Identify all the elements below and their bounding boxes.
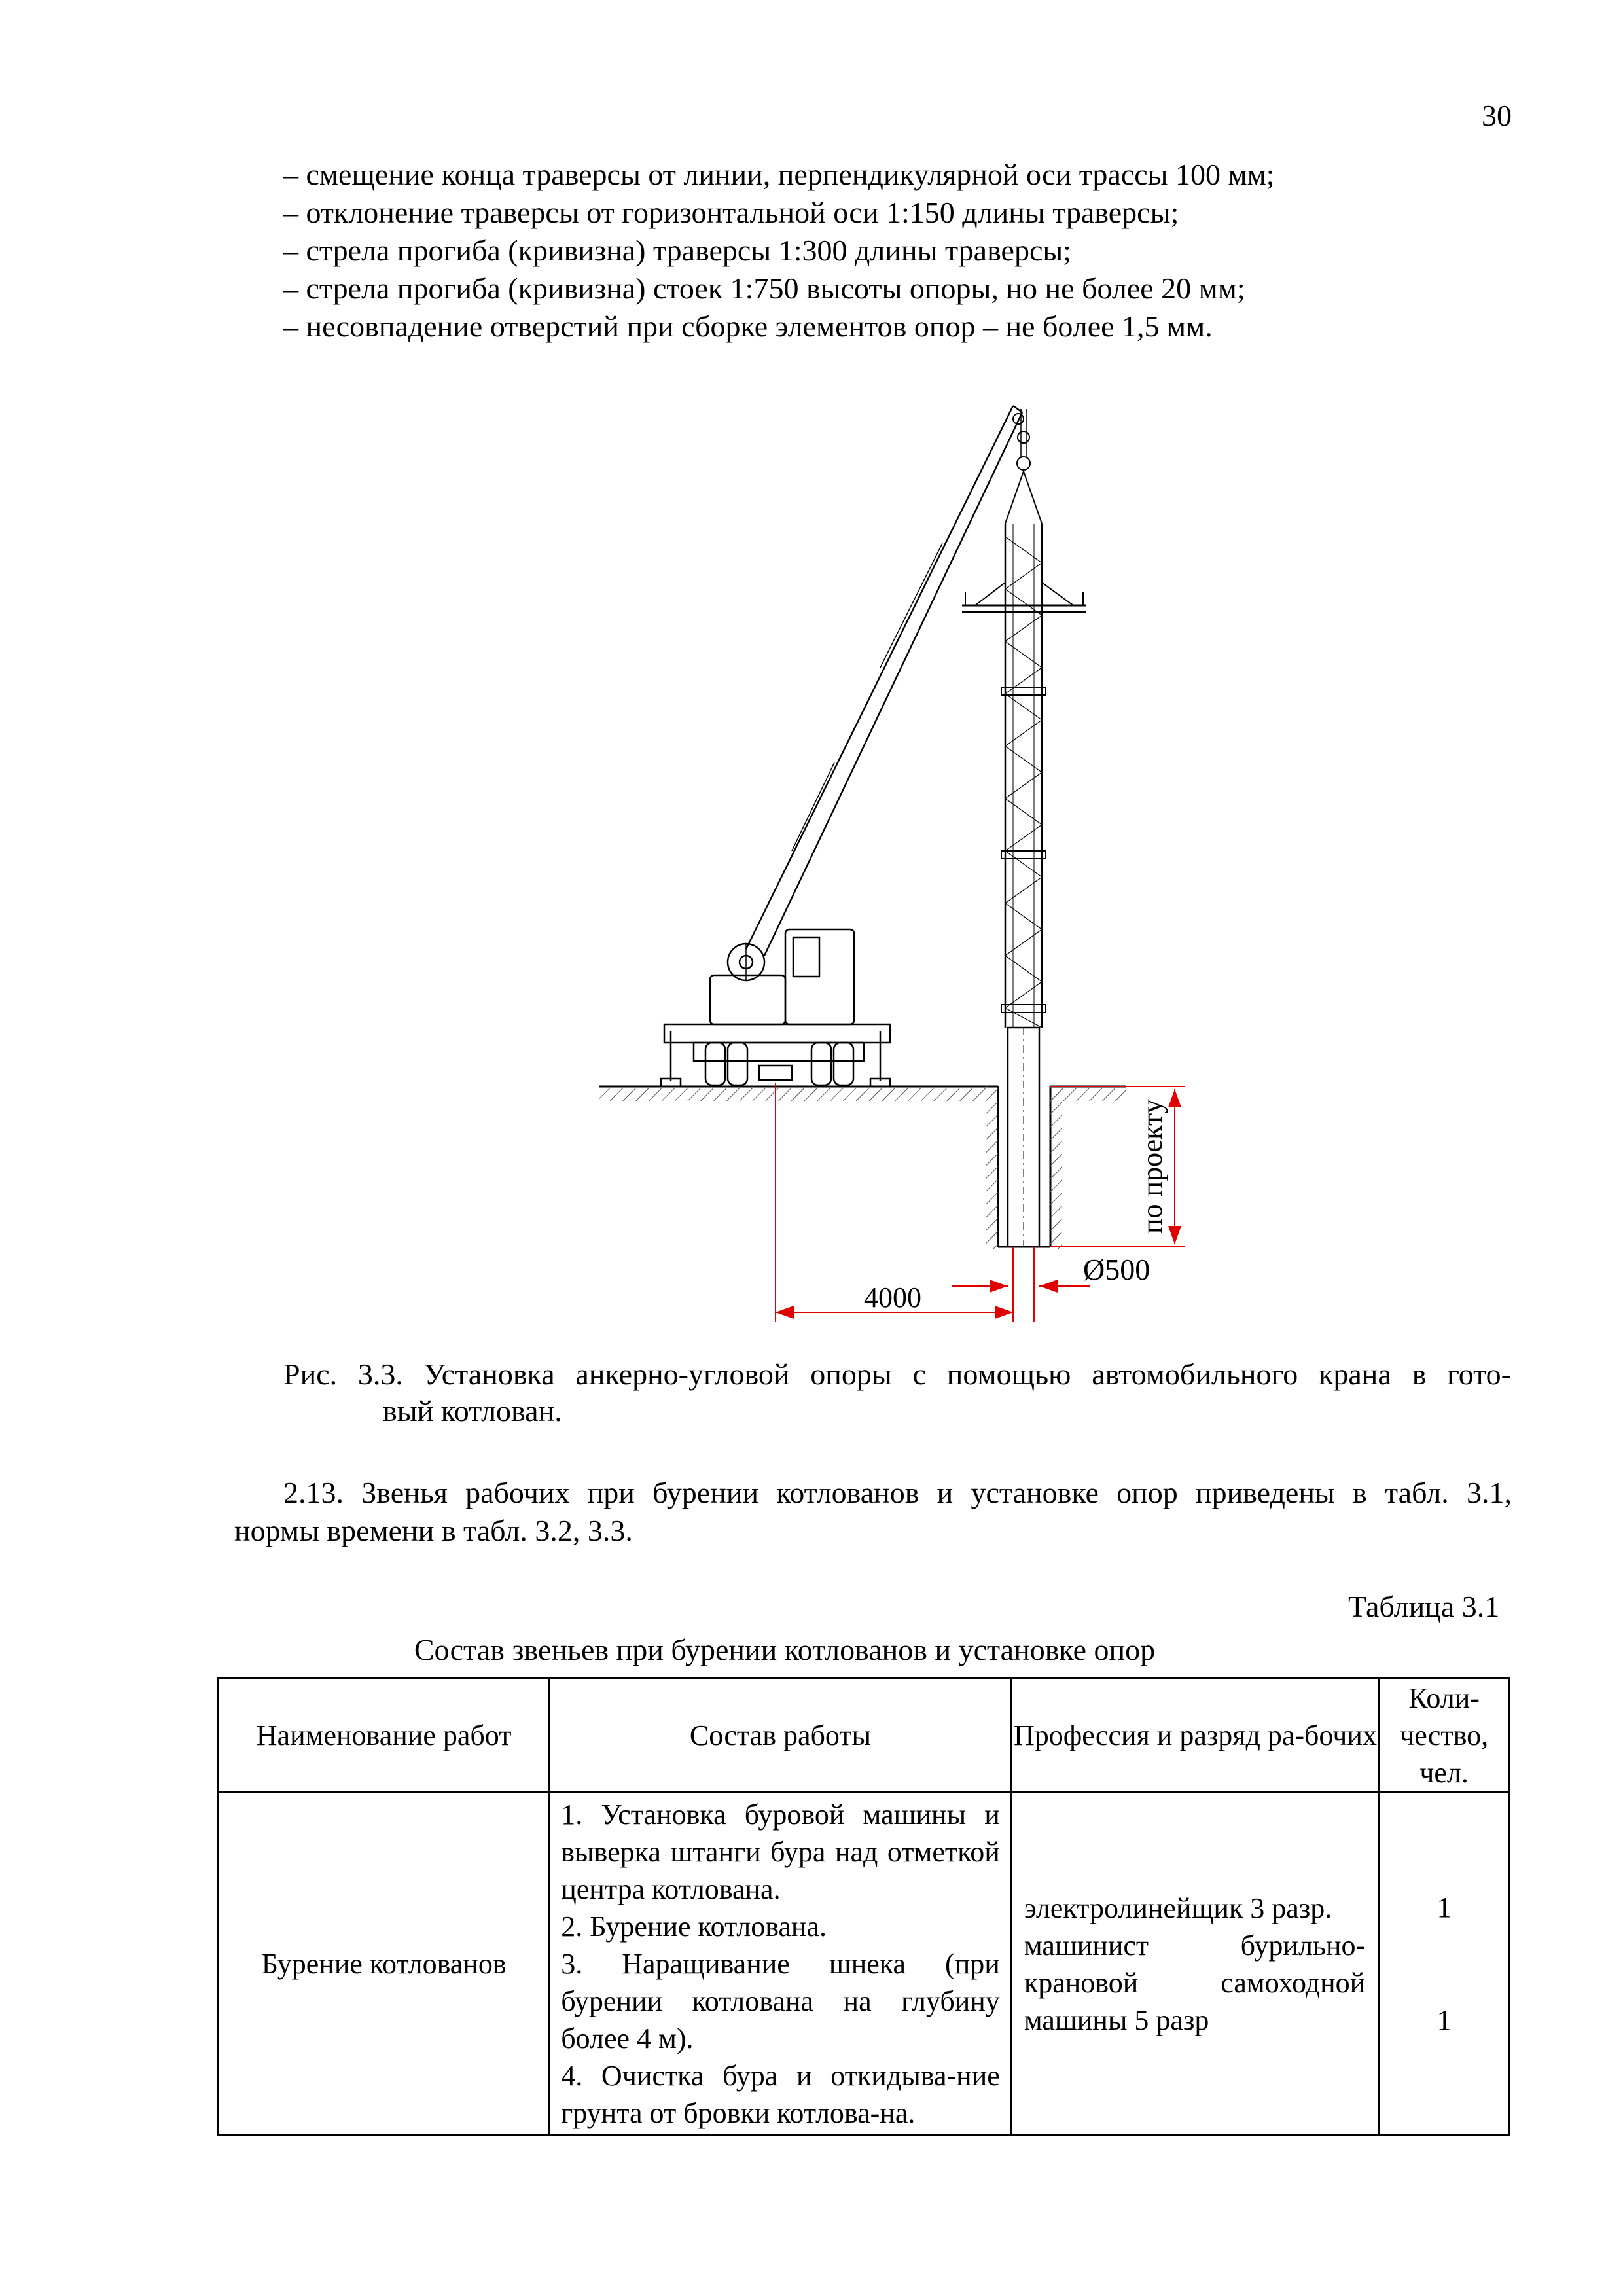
requirements-list	[283, 156, 1501, 346]
paragraph-line: нормы времени в табл. 3.2, 3.3.	[234, 1514, 633, 1547]
list-item: – стрела прогиба (кривизна) траверсы 1:300 длины траверсы;	[283, 234, 1072, 267]
crane-boom	[746, 406, 1024, 956]
list-item: – несовпадение отверстий при сборке элементов опор – не более 1,5 мм.	[283, 310, 1213, 343]
work-step: 3. Наращивание шнека (при бурении котлована на глубину более 4 м).	[561, 1948, 1000, 2054]
quantity-value: 1	[1436, 1892, 1452, 1924]
page-number: 30	[1482, 99, 1512, 132]
work-step: 1. Установка буровой машины и выверка штанги бура над отметкой центра котлована.	[561, 1799, 1000, 1905]
header-cell: Состав работы	[550, 1679, 1012, 1793]
pole-base	[1008, 1028, 1039, 1247]
profession-item: машинист бурильно-крановой самоходной машины 5 разр	[1024, 1929, 1366, 2036]
list-item: – стрела прогиба (кривизна) стоек 1:750 высоты опоры, но не более 20 мм;	[283, 272, 1245, 305]
header-cell: Наименование работ	[219, 1679, 550, 1793]
work-composition-cell	[550, 1793, 1012, 2136]
list-item: – отклонение траверсы от горизонтальной оси 1:150 длины траверсы;	[283, 196, 1179, 229]
header-cell: Коли-чество, чел.	[1380, 1679, 1509, 1793]
crane-installation-drawing	[592, 393, 1188, 1335]
caption-line: вый котлован.	[383, 1394, 562, 1427]
foundation-pit	[986, 1086, 1062, 1249]
body-paragraph	[234, 1474, 1512, 1550]
crew-table	[217, 1677, 1510, 2136]
profession-item: электролинейщик 3 разр.	[1024, 1892, 1332, 1924]
profession-cell	[1011, 1793, 1379, 2136]
header-cell: Профессия и разряд ра-бочих	[1011, 1679, 1379, 1793]
list-item: – смещение конца траверсы от линии, перпендикулярной оси трассы 100 мм;	[283, 158, 1275, 191]
lattice-tower	[962, 409, 1086, 1028]
caption-line: Рис. 3.3. Установка анкерно-угловой опоры с помощью автомобильного крана в гото-	[283, 1357, 1511, 1391]
diameter-dimension-label: Ø500	[1083, 1253, 1150, 1286]
quantity-value: 1	[1436, 2004, 1452, 2036]
work-step: 2. Бурение котлована.	[561, 1910, 827, 1943]
depth-dimension-label: по проекту	[1136, 1099, 1168, 1234]
dimension-lines	[776, 1083, 1185, 1322]
crane-truck	[661, 929, 890, 1086]
table-number: Таблица 3.1	[1348, 1590, 1500, 1623]
distance-dimension-label: 4000	[864, 1282, 921, 1314]
paragraph-line: 2.13. Звенья рабочих при бурении котлованов и установке опор приведены в табл. 3.1,	[283, 1476, 1512, 1509]
table-header-row	[219, 1679, 1509, 1793]
work-name-cell: Бурение котлованов	[219, 1793, 550, 2136]
quantity-cell	[1380, 1793, 1509, 2136]
ground	[599, 1086, 1126, 1101]
work-step: 4. Очистка бура и откидыва-ние грунта от бровки котлова-на.	[561, 2060, 1000, 2129]
figure-caption	[283, 1356, 1511, 1429]
table-title: Состав звеньев при бурении котлованов и установке опор	[414, 1633, 1156, 1666]
table-row	[219, 1793, 1509, 2136]
